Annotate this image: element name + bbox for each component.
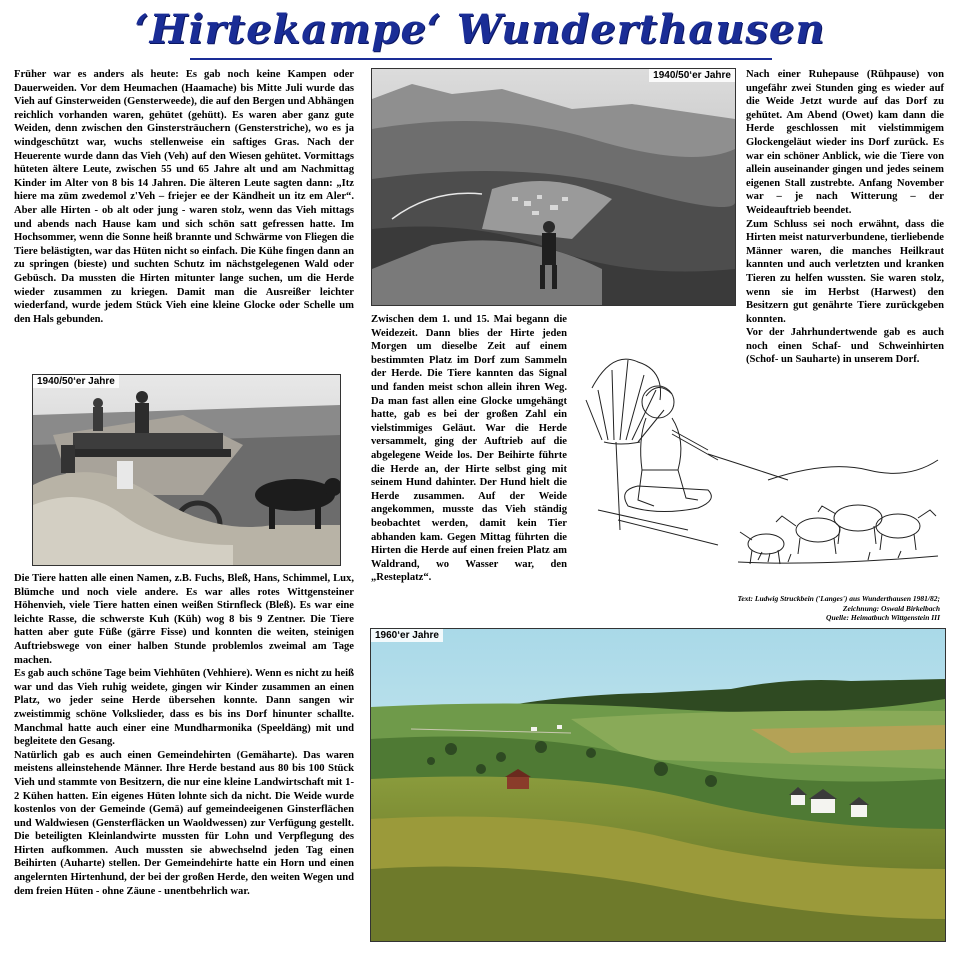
column-1-intro <box>14 68 354 326</box>
paragraph: Natürlich gab es auch einen Gemeindehirten (Gemäharte). Das waren meistens alleinstehende Männer. Ihre Herde bestand aus 80 bis 100 Stück Vieh und stammte von Besitzern, die nur eine kleine Landwirtschaft mit 1-2 Kühen hatten. Ein eigenes Hüten lohnte sich da nicht. Die Weide wurde kostenlos von der Gemeinde (Gemä) auf gemeindeeigenen Ginsterflächen und Waldwiesen (Gensterfläcken un Waoldwessen) zur Verfügung gestellt. Die beteiligten Kleinlandwirte mussten für Lohn und Verpflegung des Hirten aufkommen. Auch mussten sie abwechselnd jeden Tag einen Beihirten (Auharte) stellen. Der Gemeindehirte hatte ein Horn und einen angelernten Hirtenhund, der bei der großen Herde, den weiten Wegen und dem freien Hüten - ohne Zäune - unentbehrlich war. <box>14 749 354 897</box>
drawing-shepherd-boy <box>568 330 946 580</box>
column-2-text <box>371 313 567 585</box>
paragraph: Die Tiere hatten alle einen Namen, z.B. Fuchs, Bleß, Hans, Schimmel, Lux, Blümche und noch viele andere. Es war alles rotes Wittgensteiner Höhenvieh, viele Tiere hatten einen weißen Stirnfleck (Bleß). Es war eine leichte Rasse, die schwerste Kuh (Küh) wog 8 bis 9 Zentner. Die Tiere hatten aber gute Füße (gärre Fisse) und konnten die weiten, steinigen Auftriebswege von einer halben Stunde problemlos zweimal am Tage machen. <box>14 573 354 666</box>
column-1-main <box>14 572 354 898</box>
paragraph: Es gab auch schöne Tage beim Viehhüten (Vehhiere). Wenn es nicht zu heiß war und das Vieh ruhig weidete, gingen wir Kinder zusammen an einen Platz, wo jeder seine Herde übersehen konnte. Dann sangen wir zweistimmig schöne Volkslieder, dass es bis ins Dorf hinunter schallte. Manchmal hatte auch einer eine Mundharmonika (Speeldäng) mit und begleitete den Gesang. <box>14 668 354 748</box>
page-title: ‘Hirtekampe‘ Wunderthausen <box>134 6 826 53</box>
paragraph: Zum Schluss sei noch erwähnt, dass die Hirten meist naturverbundene, tierliebende Männer waren, die manches Heilkraut kannten und auch verletzten und kranken Tieren zu helfen wussten. Sie waren stolz, wenn sie im Herbst (Harwest) den Besitzern gut genährte Tiere zurückgeben konnten. <box>746 218 944 325</box>
photo-caption: 1940/50‘er Jahre <box>649 69 735 82</box>
title-underline <box>190 58 772 60</box>
photo-landscape-1960s <box>370 628 946 942</box>
photo-caption: 1960‘er Jahre <box>371 629 443 642</box>
paragraph: Vor der Jahrhundertwende gab es auch noch einen Schaf- und Schweinhirten (Schof- un Sauharte) in unserem Dorf. <box>746 327 944 366</box>
credit-source: Quelle: Heimatbuch Wittgenstein III <box>826 613 940 622</box>
paragraph: Nach einer Ruhepause (Rühpause) von ungefähr zwei Stunden ging es wieder auf die Weide Jetzt wurde auf das Dorf zu gehütet. Am Abend (Owet) kam dann die Herde geschlossen mit vielstimmigem Glockengeläut wieder ins Dorf zurück. Es war ein schöner Anblick, wie die Tiere von allein auseinander gingen und jedes seinem eigenen Stall zustrebte. Anfang November war – je nach Witterung – der Weideauftrieb beendet. <box>746 69 944 216</box>
credit-text: Text: Ludwig Struckbein ('Langes') aus Wunderthausen 1981/82; <box>737 594 940 603</box>
column-3-text <box>746 68 944 367</box>
paragraph: Zwischen dem 1. und 15. Mai begann die Weidezeit. Dann blies der Hirte jeden Morgen um dieselbe Zeit auf einem bestimmten Platz im Dorf zum Sammeln der Herde. Die Tiere kannten das Signal und fanden meist schon allein ihren Weg. Da man fast allen eine Glocke umgehängt hatte, gab es bei der großen Zahl ein vielstimmiges Geläut. War die Herde versammelt, ging der Auftrieb auf die abgelegene Weide los. Der Beihirte führte die Herde an, der Hirte selbst ging mit seinem Hund dahinter. Der Hund hielt die Herde zusammen. Auf der Weide angekommen, musste das Vieh ständig beobachtet werden, damit kein Tier abhanden kam. Gegen Mittag führten die Hirten die Herde auf einen freien Platz am Waldrand, wo Wasser war, den „Resteplatz“. <box>371 314 567 584</box>
photo-valley-child <box>371 68 736 306</box>
credit-drawing: Zeichnung: Oswald Birkelbach <box>842 603 940 613</box>
credits-block <box>590 594 940 623</box>
photo-harvest-wagon <box>32 374 341 566</box>
paragraph: Früher war es anders als heute: Es gab noch keine Kampen oder Dauerweiden. Vor dem Heumachen (Haamache) bis Mitte Juli wurde das Vieh auf Ginsterweiden (Gensterweede), die auf den Bergen und Abhängen reichlich vorhanden waren, gehütet (gehütt). Es waren aber ganz gute Weiden, denn zwischen den Ginstersträuchern (Gensterstriche), wo es ja windgeschützt war, wuchs stellenweise ein saftiges Gras. Nach der Heuerente wurde dann das Vieh (Veh) auf den Wiesen gehütet. Vormittags hüteten ältere Leute, zwischen 55 und 65 Jahre alt und am Nachmittag Kinder im Alter von 8 bis 14 Jahren. Die älteren Leute sagten dann: „Itz hiere ma züm zwedemol z'Veh – friejer ee der Kändheit un itz em Aler“. Aber alle Hirten - ob alt oder jung - waren stolz, wenn das Vieh mittags und abends nach Hause kam und sich schön satt gefressen hatte. Im Hochsommer, wenn die Sonne heiß brannte und Schwärme von Fliegen die Tiere belästigten, war das Hüten nicht so einfach. Die Kühe fingen dann an zu springen (bieste) und suchten Schutz im nächstgelegenen Wald oder Gebüsch. Da mussten die Hirten mitunter lange suchen, um die Herde wieder zusammen zu kriegen. Damit man die Ausreißer leichter wiederfand, wurde jedem Stück Vieh eine kleine Glocke oder Schelle um den Hals gebunden. <box>14 69 354 325</box>
photo-caption: 1940/50‘er Jahre <box>33 375 119 388</box>
